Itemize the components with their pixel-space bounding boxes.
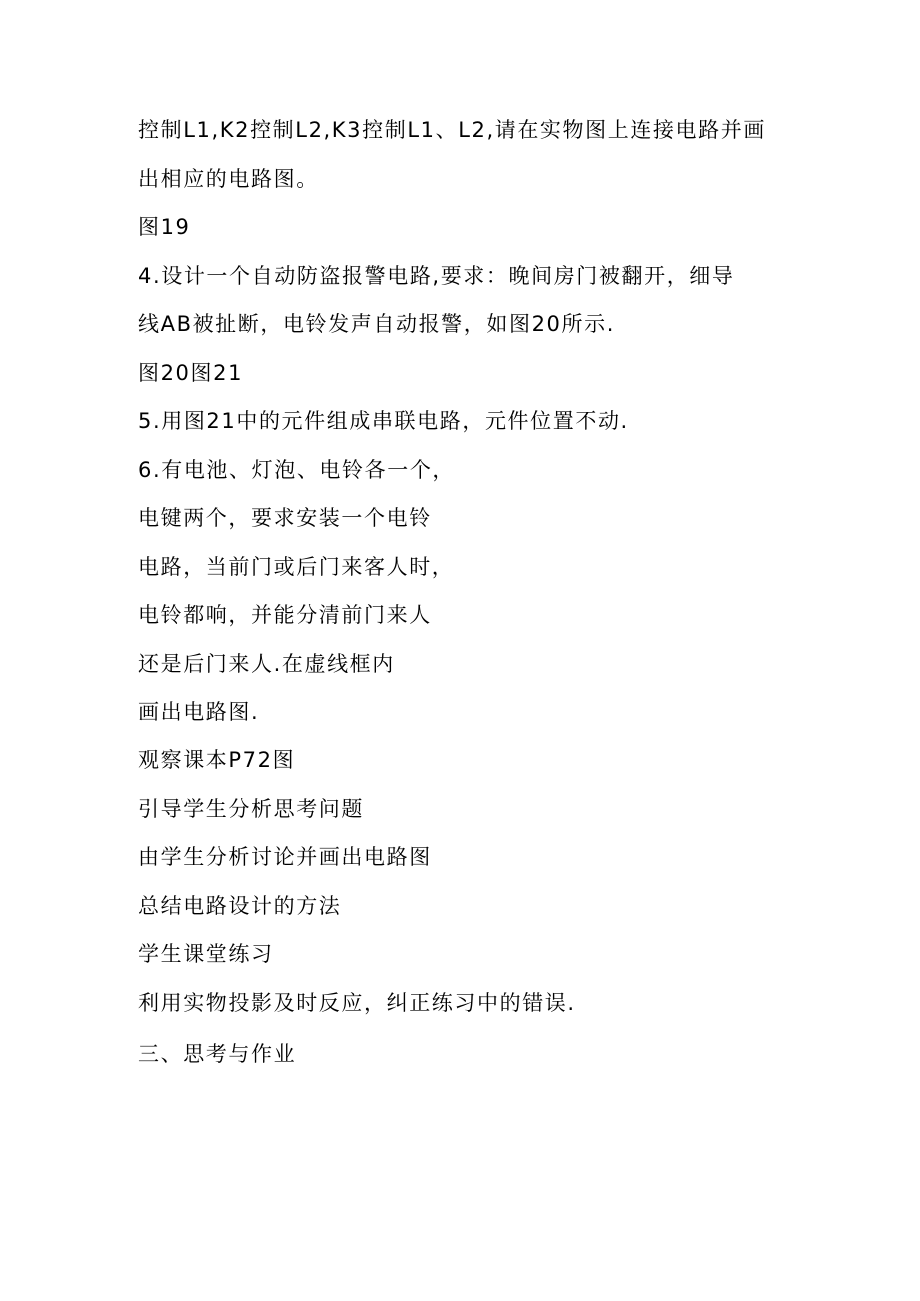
text-line: 总结电路设计的方法 — [138, 894, 342, 918]
text-line: 出相应的电路图。 — [138, 167, 319, 191]
text-line: 引导学生分析思考问题 — [138, 797, 364, 821]
figure-caption: 图20图21 — [138, 361, 244, 385]
question-4-line: 4.设计一个自动防盗报警电路,要求：晚间房门被翻开，细导 — [138, 264, 735, 288]
figure-caption: 图19 — [138, 215, 191, 239]
text-line: 学生课堂练习 — [138, 942, 274, 966]
text-line: 还是后门来人.在虚线框内 — [138, 652, 395, 676]
text-line: 控制L1,K2控制L2,K3控制L1、L2,请在实物图上连接电路并画 — [138, 118, 766, 142]
section-heading: 三、思考与作业 — [138, 1042, 297, 1066]
text-line: 观察课本P72图 — [138, 748, 296, 772]
text-line: 电键两个，要求安装一个电铃 — [138, 506, 432, 530]
text-line: 电路，当前门或后门来客人时， — [138, 555, 455, 579]
text-line: 电铃都响，并能分清前门来人 — [138, 603, 432, 627]
text-line: 由学生分析讨论并画出电路图 — [138, 845, 432, 869]
text-line: 线AB被扯断，电铃发声自动报警，如图20所示. — [138, 312, 615, 336]
question-6-line: 6.有电池、灯泡、电铃各一个， — [138, 458, 456, 482]
question-5-line: 5.用图21中的元件组成串联电路，元件位置不动. — [138, 409, 629, 433]
text-line: 画出电路图. — [138, 700, 260, 724]
text-line: 利用实物投影及时反应，纠正练习中的错误. — [138, 991, 576, 1015]
